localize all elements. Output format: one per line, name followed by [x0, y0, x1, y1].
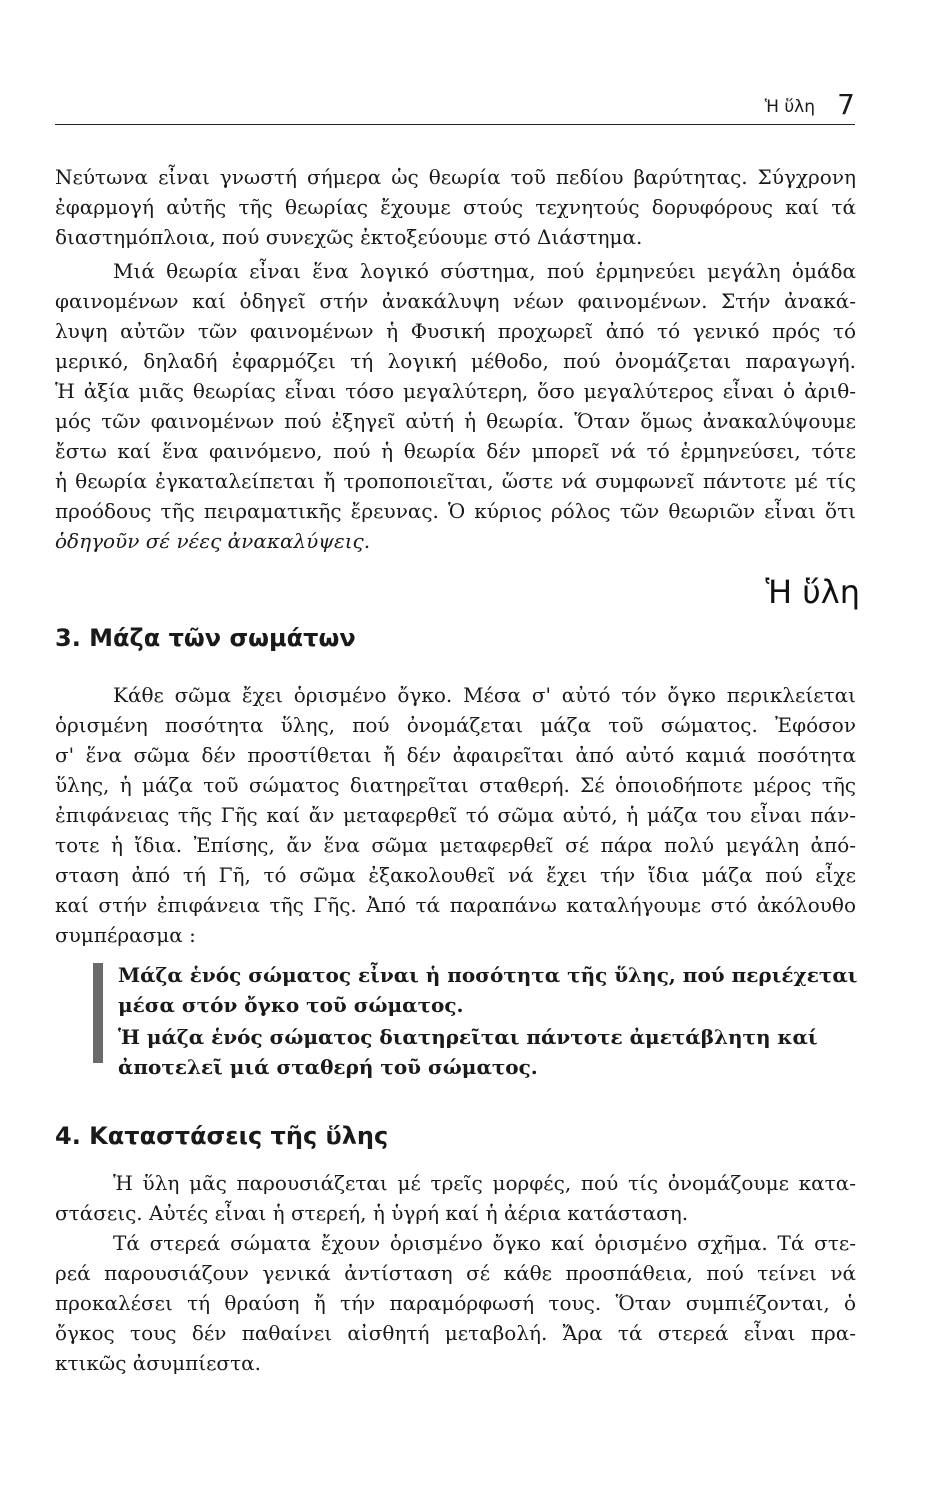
text-line: ἐφαρμογή αὐτῆς τῆς θεωρίας ἔχουμε στούς τεχνητούς δορυφόρους καί τά [55, 195, 856, 219]
text-line: Νεύτωνα εἶναι γνωστή σήμερα ὡς θεωρία τοῦ πεδίου βαρύτητας. Σύγχρονη [55, 165, 856, 189]
page-number: 7 [837, 88, 855, 121]
text-line: ὄγκος τους δέν παθαίνει αἰσθητή μεταβολή. Ἄρα τά στερεά εἶναι πρα- [55, 1321, 856, 1345]
text-line: ρεά παρουσιάζουν γενικά ἀντίσταση σέ κάθε προσπάθεια, πού τείνει νά [55, 1261, 856, 1285]
text-line: Τά στερεά σώματα ἔχουν ὁρισμένο ὄγκο καί ὁρισμένο σχῆμα. Τά στε- [113, 1231, 856, 1255]
section-3-paragraph [55, 680, 856, 950]
text-line: μός τῶν φαινομένων πού ἐξηγεῖ αὐτή ἡ θεωρία. Ὅταν ὅμως ἀνακαλύψουμε [55, 409, 856, 433]
text-line: Μιά θεωρία εἶναι ἕνα λογικό σύστημα, πού ἑρμηνεύει μεγάλη ὁμάδα [113, 259, 856, 283]
text-line: Ἡ ὕλη μᾶς παρουσιάζεται μέ τρεῖς μορφές, πού τίς ὀνομάζουμε κατα- [113, 1171, 856, 1195]
text-line: Κάθε σῶμα ἔχει ὁρισμένο ὄγκο. Μέσα σ' αὐτό τόν ὄγκο περικλείεται [113, 683, 856, 707]
running-head-title: Ἡ ὕλη [764, 97, 815, 117]
text-line: ἔστω καί ἕνα φαινόμενο, πού ἡ θεωρία δέν μπορεῖ νά τό ἑρμηνεύσει, τότε [55, 439, 856, 463]
text-line: ὁρισμένη ποσότητα ὕλης, πού ὀνομάζεται μάζα τοῦ σώματος. Ἐφόσον [55, 713, 856, 737]
conclusion-statement-1: Μάζα ἑνός σώματος εἶναι ἡ ποσότητα τῆς ὕλης, πού περιέχεται μέσα στόν ὄγκο τοῦ σώματος. [118, 963, 858, 1017]
text-line: λυψη αὐτῶν τῶν φαινομένων ἡ Φυσική προχωρεῖ ἀπό τό γενικό πρός τό [55, 319, 856, 343]
text-line: σταση ἀπό τή Γῆ, τό σῶμα ἐξακολουθεῖ νά ἔχει τήν ἴδια μάζα πού εἶχε [55, 863, 856, 887]
text-line: ἐπιφάνειας τῆς Γῆς καί ἄν μεταφερθεῖ τό σῶμα αὐτό, ἡ μάζα του εἶναι πάν- [55, 803, 856, 827]
text-line: φαινομένων καί ὁδηγεῖ στήν ἀνακάλυψη νέων φαινομένων. Στήν ἀνακά- [55, 289, 856, 313]
text-line: Ἡ ἀξία μιᾶς θεωρίας εἶναι τόσο μεγαλύτερη, ὅσο μεγαλύτερος εἶναι ὁ ἀριθ- [55, 379, 856, 403]
running-head [55, 88, 855, 125]
text-line: ὕλης, ἡ μάζα τοῦ σώματος διατηρεῖται σταθερή. Σέ ὁποιοδήποτε μέρος τῆς [55, 773, 856, 797]
intro-paragraph-2 [55, 256, 856, 556]
text-line: καί στήν ἐπιφάνεια τῆς Γῆς. Ἀπό τά παραπάνω καταλήγουμε στό ἀκόλουθο [55, 893, 856, 917]
conclusion-statement-2: Ἡ μάζα ἑνός σώματος διατηρεῖται πάντοτε ἀμετάβλητη καί ἀποτελεῖ μιά σταθερή τοῦ σώματος. [118, 1025, 818, 1079]
section-4-paragraph-1 [55, 1168, 856, 1228]
section-3-heading: 3. Μάζα τῶν σωμάτων [55, 624, 356, 652]
text-line: προκαλέσει τή θραύση ἤ τήν παραμόρφωσή τους. Ὅταν συμπιέζονται, ὁ [55, 1291, 856, 1315]
text-line: σ' ἕνα σῶμα δέν προστίθεται ἤ δέν ἀφαιρεῖται ἀπό αὐτό καμιά ποσότητα [55, 743, 856, 767]
text-line: τοτε ἡ ἴδια. Ἐπίσης, ἄν ἕνα σῶμα μεταφερθεῖ σέ πάρα πολύ μεγάλη ἀπό- [55, 833, 856, 857]
text-line: προόδους τῆς πειραματικῆς ἔρευνας. Ὁ κύριος ρόλος τῶν θεωριῶν εἶναι ὅτι [55, 499, 856, 523]
section-4-paragraph-2 [55, 1228, 856, 1378]
text-line: συμπέρασμα : [55, 923, 196, 947]
margin-heading: Ἡ ὕλη [765, 573, 860, 611]
intro-paragraph-1 [55, 162, 856, 252]
text-line: κτικῶς ἀσυμπίεστα. [55, 1351, 262, 1375]
conclusion-box [100, 960, 860, 1082]
text-line: διαστημόπλοια, πού συνεχῶς ἐκτοξεύουμε στό Διάστημα. [55, 225, 643, 249]
text-line: στάσεις. Αὐτές εἶναι ἡ στερεή, ἡ ὑγρή καί ἡ ἀέρια κατάσταση. [55, 1201, 689, 1225]
text-line: ἡ θεωρία ἐγκαταλείπεται ἤ τροποποιεῖται, ὥστε νά συμφωνεῖ πάντοτε μέ τίς [55, 469, 856, 493]
text-line: μερικό, δηλαδή ἐφαρμόζει τή λογική μέθοδο, πού ὀνομάζεται παραγωγή. [55, 349, 856, 373]
section-4-heading: 4. Καταστάσεις τῆς ὕλης [55, 1122, 389, 1150]
text-line: ὁδηγοῦν σέ νέες ἀνακαλύψεις. [55, 529, 371, 553]
